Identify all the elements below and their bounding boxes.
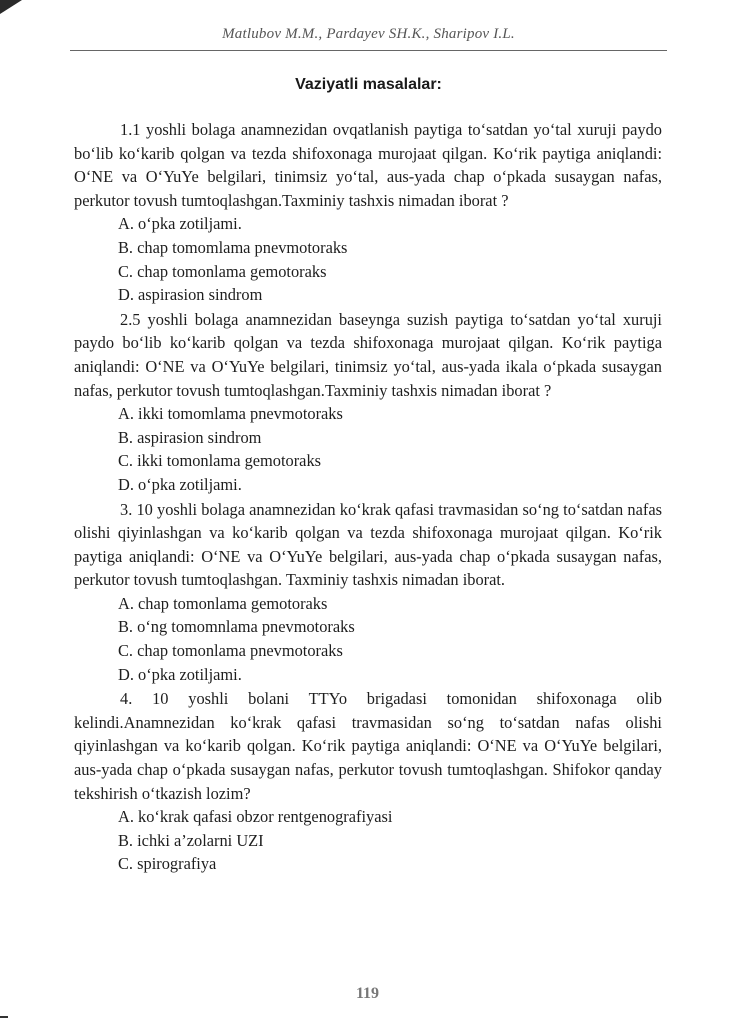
answer-options	[74, 805, 662, 876]
running-header: Matlubov M.M., Pardayev SH.K., Sharipov I.L.	[222, 26, 515, 42]
question-text: 4. 10 yoshli bolani TTYo brigadasi tomonidan shifoxonaga olib kelindi.Anamnezidan ko‘krak qafasi travmasidan so‘ng to‘satdan nafas olishi qiyinlashgan va ko‘karib qolgan. Ko‘rik paytiga aniqlandi: O‘NE va O‘YuYe belgilari, aus-yada chap o‘pkada susaygan nafas, perkutor tovush tumtoqlashgan. Shifokor qanday tekshirish o‘tkazish lozim?	[74, 689, 662, 803]
page-number: 119	[355, 985, 380, 1002]
section-title: Vaziyatli masalalar:	[295, 76, 442, 93]
answer-option: A. chap tomonlama gemotoraks	[118, 593, 328, 613]
answer-options	[74, 592, 662, 686]
scan-corner-mark	[0, 0, 22, 14]
answer-option: A. ikki tomomlama pnevmotoraks	[118, 404, 343, 424]
answer-option: B. o‘ng tomomnlama pnevmotoraks	[118, 617, 355, 637]
answer-option: D. o‘pka zotiljami.	[118, 474, 242, 494]
answer-option: A. ko‘krak qafasi obzor rentgenografiyasi	[118, 807, 393, 827]
answer-option: A. o‘pka zotiljami.	[118, 214, 242, 234]
answer-options	[74, 402, 662, 496]
question-text: 3. 10 yoshli bolaga anamnezidan ko‘krak qafasi travmasidan so‘ng to‘satdan nafas olishi qiyinlashgan va ko‘karib qolgan va tezda shifoxonaga murojaat qilgan. Ko‘rik paytiga aniqlandi: O‘NE va O‘YuYe belgilari, aus-yada chap o‘pkada susaygan nafas, perkutor tovush tumtoqlashgan. Taxminiy tashxis nimadan iborat.	[74, 499, 662, 590]
question-2	[74, 308, 662, 497]
scan-edge-mark	[0, 1016, 8, 1018]
answer-option: C. chap tomonlama pnevmotoraks	[118, 641, 343, 661]
question-text: 1.1 yoshli bolaga anamnezidan ovqatlanish paytiga to‘satdan yo‘tal xuruji paydo bo‘lib ko‘karib qolgan va tezda shifoxonaga murojaat qilgan. Ko‘rik paytiga aniqlandi: O‘NE va O‘YuYe belgilari, tinimsiz yo‘tal, aus-yada chap o‘pkada susaygan nafas, perkutor tovush tumtoqlashgan.Taxminiy tashxis nimadan iborat ?	[74, 120, 662, 210]
answer-option: D. o‘pka zotiljami.	[118, 664, 242, 684]
answer-option: C. spirografiya	[118, 854, 217, 874]
answer-option: B. chap tomomlama pnevmotoraks	[118, 237, 348, 257]
answer-option: C. ikki tomonlama gemotoraks	[118, 451, 322, 471]
answer-option: D. aspirasion sindrom	[118, 285, 263, 305]
answer-options	[74, 212, 662, 306]
header-rule	[70, 50, 667, 51]
question-4	[74, 687, 662, 876]
question-text: 2.5 yoshli bolaga anamnezidan baseynga suzish paytiga to‘satdan yo‘tal xuruji paydo bo‘lib ko‘karib qolgan va tezda shifoxonaga murojaat qilgan. Ko‘rik paytiga aniqlandi: O‘NE va O‘YuYe belgilari, tinimsiz yo‘tal, aus-yada ikala o‘pkada susaygan nafas, perkutor tovush tumtoqlashgan.Taxminiy tashxis nimadan iborat ?	[74, 309, 662, 400]
question-list	[74, 118, 662, 877]
question-3	[74, 498, 662, 687]
answer-option: B. aspirasion sindrom	[118, 427, 262, 447]
answer-option: B. ichki a’zolarni UZI	[118, 830, 264, 850]
answer-option: C. chap tomonlama gemotoraks	[118, 261, 327, 281]
question-1	[74, 118, 662, 307]
